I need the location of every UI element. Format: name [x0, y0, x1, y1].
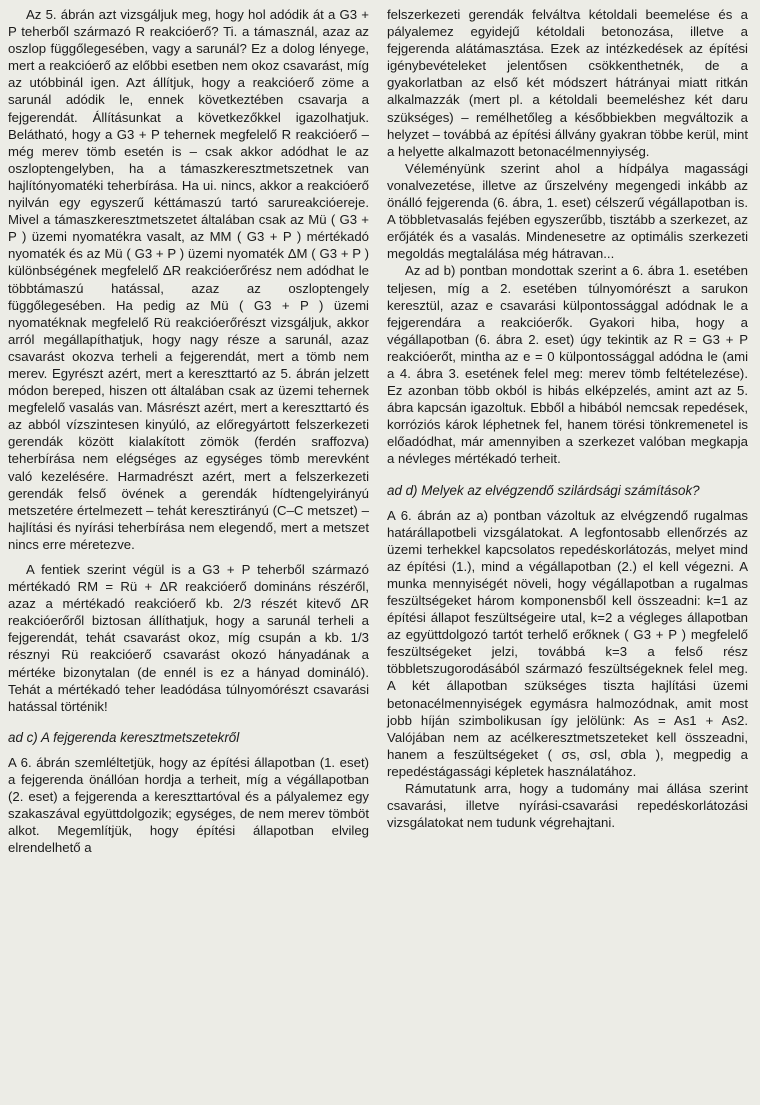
right-column [387, 6, 748, 1105]
paragraph: Rámutatunk arra, hogy a tudomány mai állása szerint csavarási, illetve nyírási-csavarási repedéskorlátozási vizsgálatokat nem tudunk végrehajtani. [387, 781, 748, 831]
paragraph: A 6. ábrán az a) pontban vázoltuk az elvégzendő rugalmas határállapotbeli vizsgálatokat. A legfontosabb ellenőrzés az üzemi terhekkel kapcsolatos repedéskorlátozás, melyet mind az építési (1.), mind a végállapotban (2.) el kell végezni. A munka mennyiségét növeli, hogy végállapotban a rugalmas feszültségeket három komponensből kell összeadni: k=1 az építési állapot feszültségeire utal, k=2 a végleges állapotban az együttdolgozó tartót terhelő erőknek ( G3 + P ) megfelelő feszültségeket jelzi, továbbá k=3 a felső rész többletszugorodásából származó feszültségeknek felel meg. A két állapotban szükséges tiszta hajlítási üzemi betonacélmennyiségek egymásra halmozódnak, amit most jobb híján szimbolikusan így jelölünk: As = As1 + As2. Valójában nem az acélkeresztmetszeteket kell összeadni, hanem a feszültségeket ( σs, σsl, σbla ), megpedig a repedéstágassági képletek használatához. [387, 507, 748, 779]
paragraph: A 6. ábrán szemléltetjük, hogy az építési állapotban (1. eset) a fejgerenda önállóan hordja a terheit, míg a végállapotban (2. eset) a fejgerenda a kereszttartóval és a pályalemez egy szakaszával együttdolgozik; egységes, de nem merev tömböt alkot. Megemlítjük, hogy építési állapotban elvileg elrendelhető a [8, 754, 369, 856]
left-column [8, 6, 369, 1105]
paragraph: Az 5. ábrán azt vizsgáljuk meg, hogy hol adódik át a G3 + P teherből származó R reakcióerő? Ti. a támasznál, azaz az oszlop függőlegesében, vagy a sarunál? Ez a dolog lényege, mert a reakcióerő az előbbi esetben nem okoz csavarást, míg az utóbbinál igen. Azt állítjuk, hogy a reakcióerő zöme a sarunál adódik le, ennek következtében csavarja a fejgerendát. Állításunkat a következőkkel igazolhatjuk. Belátható, hogy a G3 + P tehernek megfelelő R reakcióerő – még merev tömb esetén is – csak akkor adódhat le az oszloptengelyben, ha a támaszkeresztmetszetnek van hajlítónyomatéki teherbírása. Ha ui. nincs, akkor a reakcióerő nyilván egy egyszerű kéttámaszú tartó sarureakcióereje. Mivel a támaszkeresztmetszetet általában csak az Mü ( G3 + P ) üzemi nyomatékra vasalt, az MM ( G3 + P ) mértékadó nyomaték és az Mü ( G3 + P ) üzemi nyomaték ΔM ( G3 + P ) különbségének megfelelő ΔR reakcióerőrész nem adódhat le többtámaszú hatással, azaz az oszloptengely függőlegesében. Ha pedig az Mü ( G3 + P ) üzemi nyomatéknak megfelelő Rü reakcióerőrészt vizsgáljuk, akkor arról megállapíthatjuk, hogy nagy része a sarunál, azaz csavarást okozva terheli a fejgerendát, mert a tömb nem merev. Egyrészt azért, mert a kereszttartó az 5. ábrán jelzett módon bereped, hiszen ott általában csak az üzemi tehernek megfelelő vasalás van. Másrészt azért, mert a kereszttartó és az abból vízszintesen kinyúló, az előregyártott felszerkezeti gerendák között kialakított zömök (ferdén sraffozva) teherbírása nem elégséges az egységes tömb merevként való kezelésére. Harmadrészt azért, mert a felszerkezeti gerendák felső övének a gerendák hídtengelyirányú metszetére értelmezett – tehát keresztirányú (C–C metszet) – hajlítási és nyírási teherbírása nem elegendő, mert a metszet nincs erre méretezve. [8, 7, 369, 552]
section-heading: ad c) A fejgerenda keresztmetszetekről [8, 729, 240, 745]
paragraph: Véleményünk szerint ahol a hídpálya magassági vonalvezetése, illetve az űrszelvény megengedi inkább az önálló fejgerenda (6. ábra, 1. eset) célszerű végállapotban is. A többletvasalás fejében egyszerűbb, tisztább a szerkezet, az erőjáték és a vasalás. Mindenesetre az optimális szerkezeti megoldás megtalálása még hátravan... [387, 160, 748, 262]
paragraph: Az ad b) pontban mondottak szerint a 6. ábra 1. esetében teljesen, míg a 2. esetében túlnyomórészt a sarukon keresztül, azaz e csavarási külpontossággal adódnak le a fejgerendára a reakcióerők. Gyakori hiba, hogy a végállapotban (6. ábra 2. eset) úgy tekintik az R = G3 + P reakcióerőt, mintha az e = 0 külpontossággal adódna le (ami a 4. ábra 3. esetének felel meg: merev tömb feltételezése). Ez azonban több okból is hibás elképzelés, amint azt az 5. ábra kapcsán igazoltuk. Ebből a hibából nemcsak repedések, korróziós károk léphetnek fel, hanem törési tönkremenetel is előadódhat, már amennyiben a szerkezet valóban megkapja a névleges mértékadó terheit. [387, 263, 748, 467]
section-heading: ad d) Melyek az elvégzendő szilárdsági számítások? [387, 482, 700, 498]
paragraph: A fentiek szerint végül is a G3 + P teherből származó mértékadó RM = Rü + ΔR reakcióerő domináns részéről, azaz a mértékadó reakcióerő kb. 2/3 részét kitevő ΔR reakcióerőről biztosan állíthatjuk, hogy a sarunál terheli a fejgerendát, tehát csavarást okoz, míg csupán a kb. 1/3 résznyi Rü reakcióerő csavarást okozó hányadának a mértéke bizonytalan (de ennél is ez a hányad domináló). Tehát a mértékadó teher leadódása túlnyomórészt csavarási hatással történik! [8, 562, 369, 714]
paragraph: felszerkezeti gerendák felváltva kétoldali beemelése és a pályalemez egyidejű kétoldali betonozása, illetve a fejgerenda alátámasztása. Ezek az intézkedések az építési igénybevételeket jelentősen csökkenthetnék, de a gyakorlatban az első két módszert hátrányai miatt ritkán alkalmazzák (mert pl. a kétoldali beemeléshez két daru szükséges) – remélhetőleg a későbbiekben megváltozik a helyzet – továbbá az építési állvány gyakran többe kerül, mint a helyette alkalmazott betonacélmennyiység. [387, 7, 748, 159]
